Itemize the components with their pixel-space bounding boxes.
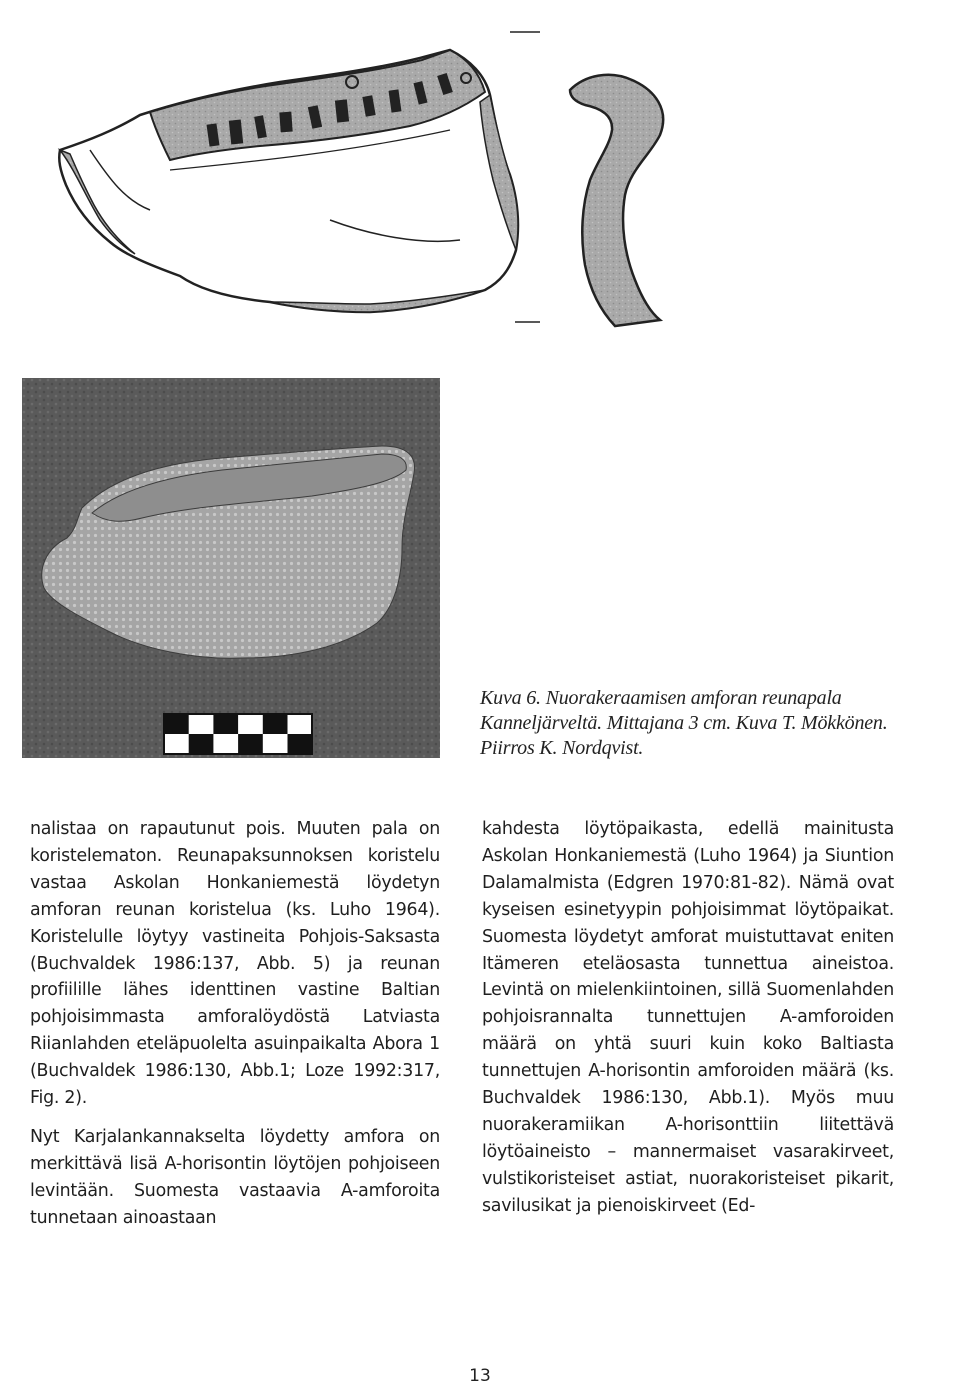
sherd-profile	[570, 75, 663, 326]
text-column-right	[482, 816, 894, 1220]
sherd-drawing	[30, 20, 710, 355]
scale-bar	[164, 714, 312, 754]
figure-caption: Kuva 6. Nuorakeraamisen amforan reunapala Kanneljärveltä. Mittajana 3 cm. Kuva T. Mökkönen. Piirros K. Nordqvist.	[480, 687, 888, 759]
paragraph: Nyt Karjalankannakselta löydetty amfora on merkittävä lisä A-horisontin löytöjen pohjoiseen levintään. Suomesta vastaavia A-amforoita tunnetaan ainoastaan	[30, 1126, 440, 1228]
sherd-photo	[22, 378, 440, 758]
page-number: 13	[469, 1366, 491, 1386]
text-column-left	[30, 816, 440, 1232]
paragraph: nalistaa on rapautunut pois. Muuten pala on koristelematon. Reunapaksunnoksen koristelu vastaa Askolan Honkaniemestä löydetyn amforan reunan koristelua (ks. Luho 1964). Koristelulle löytyy vastineita Pohjois-Saksasta (Buchvaldek 1986:137, Abb. 5) ja reunan profiilille lähes identtinen vastine Baltian pohjoisimmasta amforalöydöstä Latviasta Riianlahden eteläpuolelta asuinpaikalta Abora 1 (Buchvaldek 1986:130, Abb.1; Loze 1992:317, Fig. 2).	[30, 819, 440, 1109]
paragraph: kahdesta löytöpaikasta, edellä mainitusta Askolan Honkaniemestä (Luho 1964) ja Siuntion Dalamalmista (Edgren 1970:81-82). Nämä ovat kyseisen esinetyypin pohjoisimmat löytöpaikat. Suomesta löydetyt amforat muistuttavat eniten Itämeren eteläosasta tunnettua aineistoa. Levintä on mielenkiintoinen, sillä Suomenlahden pohjoisrannalta tunnettujen A-amforoiden määrä on yhtä suuri kuin koko Baltiasta tunnettujen A-horisontin amforoiden määrä (ks. Buchvaldek 1986:130, Abb.1). Myös muu nuorakeramiikan A-horisonttiin liitettävä löytöaineisto – mannermaiset vasarakirveet, vulstikoristeiset astiat, nuorakoristeiset pikarit, savilusikat ja pienoiskirveet (Ed-	[482, 819, 894, 1216]
